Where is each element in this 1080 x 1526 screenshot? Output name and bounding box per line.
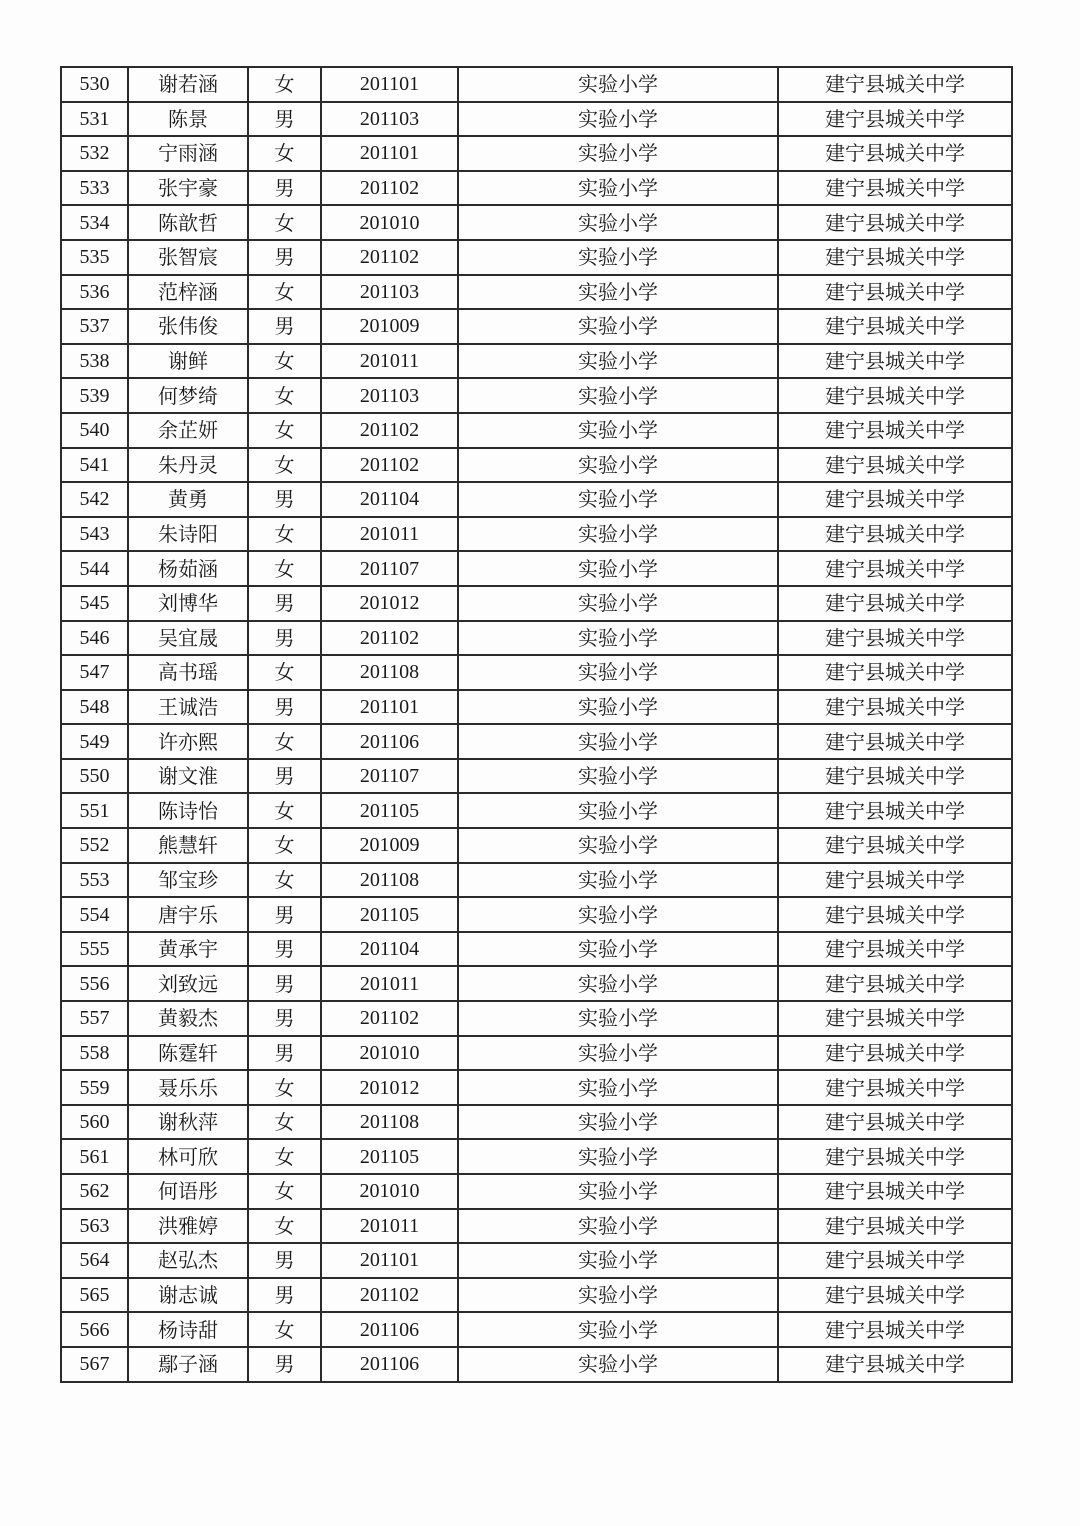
student-name: 谢鲜 (128, 344, 248, 379)
student-sex: 女 (248, 1174, 321, 1209)
table-row (61, 378, 1012, 413)
assigned-middle-school: 建宁县城关中学 (778, 828, 1012, 863)
student-name: 熊慧轩 (128, 828, 248, 863)
student-name: 陈景 (128, 102, 248, 137)
student-name: 谢秋萍 (128, 1105, 248, 1140)
assigned-middle-school: 建宁县城关中学 (778, 1243, 1012, 1278)
student-sex: 女 (248, 1105, 321, 1140)
assigned-middle-school: 建宁县城关中学 (778, 517, 1012, 552)
student-sex: 女 (248, 793, 321, 828)
student-sex: 女 (248, 205, 321, 240)
table-row (61, 1209, 1012, 1244)
class-code: 201106 (321, 724, 458, 759)
class-code: 201102 (321, 621, 458, 656)
student-sex: 女 (248, 275, 321, 310)
student-sex: 女 (248, 517, 321, 552)
row-number: 546 (61, 621, 128, 656)
row-number: 547 (61, 655, 128, 690)
assigned-middle-school: 建宁县城关中学 (778, 655, 1012, 690)
assigned-middle-school: 建宁县城关中学 (778, 240, 1012, 275)
primary-school: 实验小学 (458, 1312, 778, 1347)
student-name: 黄承宇 (128, 932, 248, 967)
table-row (61, 690, 1012, 725)
student-sex: 男 (248, 1001, 321, 1036)
student-name: 聂乐乐 (128, 1070, 248, 1105)
assigned-middle-school: 建宁县城关中学 (778, 793, 1012, 828)
student-sex: 男 (248, 690, 321, 725)
assigned-middle-school: 建宁县城关中学 (778, 413, 1012, 448)
student-name: 谢若涵 (128, 67, 248, 102)
row-number: 549 (61, 724, 128, 759)
row-number: 535 (61, 240, 128, 275)
table-row (61, 759, 1012, 794)
primary-school: 实验小学 (458, 897, 778, 932)
primary-school: 实验小学 (458, 1278, 778, 1313)
student-sex: 男 (248, 897, 321, 932)
student-sex: 女 (248, 1312, 321, 1347)
student-name: 陈歆哲 (128, 205, 248, 240)
assigned-middle-school: 建宁县城关中学 (778, 378, 1012, 413)
student-name: 刘博华 (128, 586, 248, 621)
student-name: 陈诗怡 (128, 793, 248, 828)
primary-school: 实验小学 (458, 793, 778, 828)
table-row (61, 517, 1012, 552)
primary-school: 实验小学 (458, 1036, 778, 1071)
primary-school: 实验小学 (458, 378, 778, 413)
row-number: 551 (61, 793, 128, 828)
row-number: 536 (61, 275, 128, 310)
primary-school: 实验小学 (458, 1070, 778, 1105)
row-number: 541 (61, 448, 128, 483)
primary-school: 实验小学 (458, 932, 778, 967)
class-code: 201104 (321, 482, 458, 517)
student-sex: 女 (248, 413, 321, 448)
primary-school: 实验小学 (458, 275, 778, 310)
class-code: 201105 (321, 1139, 458, 1174)
row-number: 563 (61, 1209, 128, 1244)
class-code: 201011 (321, 344, 458, 379)
table-row (61, 793, 1012, 828)
primary-school: 实验小学 (458, 966, 778, 1001)
table-row (61, 482, 1012, 517)
class-code: 201009 (321, 309, 458, 344)
primary-school: 实验小学 (458, 551, 778, 586)
class-code: 201108 (321, 655, 458, 690)
student-sex: 女 (248, 1209, 321, 1244)
row-number: 532 (61, 136, 128, 171)
assigned-middle-school: 建宁县城关中学 (778, 551, 1012, 586)
row-number: 537 (61, 309, 128, 344)
student-name: 陈霆轩 (128, 1036, 248, 1071)
student-sex: 女 (248, 655, 321, 690)
class-code: 201103 (321, 102, 458, 137)
assigned-middle-school: 建宁县城关中学 (778, 275, 1012, 310)
table-row (61, 724, 1012, 759)
assigned-middle-school: 建宁县城关中学 (778, 621, 1012, 656)
student-name: 许亦熙 (128, 724, 248, 759)
student-sex: 男 (248, 932, 321, 967)
table-row (61, 551, 1012, 586)
row-number: 555 (61, 932, 128, 967)
table-row (61, 966, 1012, 1001)
table-row (61, 1036, 1012, 1071)
assigned-middle-school: 建宁县城关中学 (778, 102, 1012, 137)
class-code: 201011 (321, 517, 458, 552)
primary-school: 实验小学 (458, 759, 778, 794)
class-code: 201102 (321, 1001, 458, 1036)
assigned-middle-school: 建宁县城关中学 (778, 1278, 1012, 1313)
row-number: 544 (61, 551, 128, 586)
student-name: 林可欣 (128, 1139, 248, 1174)
table-row (61, 1278, 1012, 1313)
table-row (61, 136, 1012, 171)
student-name: 谢文淮 (128, 759, 248, 794)
student-sex: 女 (248, 863, 321, 898)
row-number: 554 (61, 897, 128, 932)
primary-school: 实验小学 (458, 828, 778, 863)
table-row (61, 67, 1012, 102)
assigned-middle-school: 建宁县城关中学 (778, 482, 1012, 517)
assigned-middle-school: 建宁县城关中学 (778, 586, 1012, 621)
class-code: 201102 (321, 1278, 458, 1313)
class-code: 201010 (321, 1174, 458, 1209)
student-name: 张宇豪 (128, 171, 248, 206)
table-row (61, 448, 1012, 483)
primary-school: 实验小学 (458, 136, 778, 171)
row-number: 561 (61, 1139, 128, 1174)
class-code: 201107 (321, 759, 458, 794)
student-sex: 男 (248, 482, 321, 517)
student-name: 何梦绮 (128, 378, 248, 413)
student-roster-table (60, 66, 1013, 1383)
class-code: 201101 (321, 1243, 458, 1278)
student-name: 杨茹涵 (128, 551, 248, 586)
assigned-middle-school: 建宁县城关中学 (778, 171, 1012, 206)
student-name: 唐宇乐 (128, 897, 248, 932)
table-row (61, 897, 1012, 932)
assigned-middle-school: 建宁县城关中学 (778, 136, 1012, 171)
primary-school: 实验小学 (458, 448, 778, 483)
table-row (61, 655, 1012, 690)
assigned-middle-school: 建宁县城关中学 (778, 759, 1012, 794)
student-name: 余芷妍 (128, 413, 248, 448)
class-code: 201101 (321, 67, 458, 102)
primary-school: 实验小学 (458, 586, 778, 621)
student-sex: 男 (248, 759, 321, 794)
primary-school: 实验小学 (458, 1209, 778, 1244)
table-row (61, 621, 1012, 656)
student-name: 吴宜晟 (128, 621, 248, 656)
assigned-middle-school: 建宁县城关中学 (778, 1001, 1012, 1036)
table-row (61, 586, 1012, 621)
student-name: 邹宝珍 (128, 863, 248, 898)
assigned-middle-school: 建宁县城关中学 (778, 966, 1012, 1001)
row-number: 562 (61, 1174, 128, 1209)
student-sex: 女 (248, 1070, 321, 1105)
class-code: 201102 (321, 240, 458, 275)
student-sex: 女 (248, 136, 321, 171)
row-number: 558 (61, 1036, 128, 1071)
class-code: 201011 (321, 1209, 458, 1244)
class-code: 201105 (321, 793, 458, 828)
row-number: 542 (61, 482, 128, 517)
student-sex: 女 (248, 448, 321, 483)
row-number: 548 (61, 690, 128, 725)
row-number: 559 (61, 1070, 128, 1105)
student-sex: 女 (248, 1139, 321, 1174)
assigned-middle-school: 建宁县城关中学 (778, 67, 1012, 102)
student-sex: 男 (248, 1036, 321, 1071)
row-number: 552 (61, 828, 128, 863)
assigned-middle-school: 建宁县城关中学 (778, 897, 1012, 932)
student-name: 黄毅杰 (128, 1001, 248, 1036)
class-code: 201107 (321, 551, 458, 586)
assigned-middle-school: 建宁县城关中学 (778, 205, 1012, 240)
class-code: 201012 (321, 1070, 458, 1105)
row-number: 553 (61, 863, 128, 898)
assigned-middle-school: 建宁县城关中学 (778, 1312, 1012, 1347)
class-code: 201105 (321, 897, 458, 932)
student-name: 王诚浩 (128, 690, 248, 725)
primary-school: 实验小学 (458, 171, 778, 206)
student-name: 刘致远 (128, 966, 248, 1001)
primary-school: 实验小学 (458, 102, 778, 137)
student-name: 何语彤 (128, 1174, 248, 1209)
assigned-middle-school: 建宁县城关中学 (778, 309, 1012, 344)
primary-school: 实验小学 (458, 517, 778, 552)
class-code: 201106 (321, 1347, 458, 1382)
class-code: 201102 (321, 448, 458, 483)
primary-school: 实验小学 (458, 205, 778, 240)
primary-school: 实验小学 (458, 621, 778, 656)
assigned-middle-school: 建宁县城关中学 (778, 863, 1012, 898)
assigned-middle-school: 建宁县城关中学 (778, 448, 1012, 483)
assigned-middle-school: 建宁县城关中学 (778, 1105, 1012, 1140)
table-row (61, 1139, 1012, 1174)
student-sex: 男 (248, 1243, 321, 1278)
assigned-middle-school: 建宁县城关中学 (778, 1347, 1012, 1382)
class-code: 201010 (321, 205, 458, 240)
table-row (61, 932, 1012, 967)
primary-school: 实验小学 (458, 309, 778, 344)
class-code: 201103 (321, 275, 458, 310)
roster-body (61, 67, 1012, 1382)
student-sex: 女 (248, 67, 321, 102)
assigned-middle-school: 建宁县城关中学 (778, 1036, 1012, 1071)
student-name: 赵弘杰 (128, 1243, 248, 1278)
row-number: 550 (61, 759, 128, 794)
class-code: 201108 (321, 863, 458, 898)
row-number: 564 (61, 1243, 128, 1278)
primary-school: 实验小学 (458, 1243, 778, 1278)
student-sex: 男 (248, 621, 321, 656)
assigned-middle-school: 建宁县城关中学 (778, 344, 1012, 379)
row-number: 540 (61, 413, 128, 448)
table-row (61, 1001, 1012, 1036)
class-code: 201101 (321, 136, 458, 171)
primary-school: 实验小学 (458, 240, 778, 275)
student-name: 范梓涵 (128, 275, 248, 310)
student-sex: 男 (248, 586, 321, 621)
primary-school: 实验小学 (458, 863, 778, 898)
student-name: 谢志诚 (128, 1278, 248, 1313)
student-name: 张伟俊 (128, 309, 248, 344)
student-name: 宁雨涵 (128, 136, 248, 171)
assigned-middle-school: 建宁县城关中学 (778, 1209, 1012, 1244)
table-row (61, 275, 1012, 310)
primary-school: 实验小学 (458, 724, 778, 759)
table-row (61, 240, 1012, 275)
assigned-middle-school: 建宁县城关中学 (778, 1174, 1012, 1209)
row-number: 557 (61, 1001, 128, 1036)
class-code: 201106 (321, 1312, 458, 1347)
row-number: 565 (61, 1278, 128, 1313)
student-sex: 女 (248, 828, 321, 863)
table-row (61, 1243, 1012, 1278)
table-row (61, 102, 1012, 137)
primary-school: 实验小学 (458, 482, 778, 517)
table-row (61, 413, 1012, 448)
assigned-middle-school: 建宁县城关中学 (778, 1070, 1012, 1105)
class-code: 201012 (321, 586, 458, 621)
table-row (61, 1347, 1012, 1382)
student-name: 张智宸 (128, 240, 248, 275)
row-number: 545 (61, 586, 128, 621)
row-number: 538 (61, 344, 128, 379)
student-sex: 男 (248, 1347, 321, 1382)
primary-school: 实验小学 (458, 655, 778, 690)
row-number: 530 (61, 67, 128, 102)
row-number: 531 (61, 102, 128, 137)
class-code: 201103 (321, 378, 458, 413)
class-code: 201009 (321, 828, 458, 863)
student-name: 朱丹灵 (128, 448, 248, 483)
class-code: 201102 (321, 171, 458, 206)
table-row (61, 205, 1012, 240)
student-name: 高书瑶 (128, 655, 248, 690)
table-row (61, 1105, 1012, 1140)
table-row (61, 828, 1012, 863)
class-code: 201010 (321, 1036, 458, 1071)
row-number: 539 (61, 378, 128, 413)
table-row (61, 309, 1012, 344)
table-row (61, 1312, 1012, 1347)
student-name: 洪雅婷 (128, 1209, 248, 1244)
student-sex: 女 (248, 724, 321, 759)
class-code: 201011 (321, 966, 458, 1001)
row-number: 543 (61, 517, 128, 552)
student-sex: 男 (248, 102, 321, 137)
class-code: 201102 (321, 413, 458, 448)
student-sex: 男 (248, 309, 321, 344)
row-number: 566 (61, 1312, 128, 1347)
student-sex: 男 (248, 966, 321, 1001)
row-number: 560 (61, 1105, 128, 1140)
student-sex: 男 (248, 171, 321, 206)
assigned-middle-school: 建宁县城关中学 (778, 1139, 1012, 1174)
assigned-middle-school: 建宁县城关中学 (778, 724, 1012, 759)
class-code: 201108 (321, 1105, 458, 1140)
table-row (61, 1070, 1012, 1105)
student-name: 杨诗甜 (128, 1312, 248, 1347)
student-sex: 男 (248, 240, 321, 275)
assigned-middle-school: 建宁县城关中学 (778, 932, 1012, 967)
table-row (61, 863, 1012, 898)
row-number: 533 (61, 171, 128, 206)
student-sex: 男 (248, 1278, 321, 1313)
row-number: 567 (61, 1347, 128, 1382)
primary-school: 实验小学 (458, 1347, 778, 1382)
primary-school: 实验小学 (458, 413, 778, 448)
table-row (61, 1174, 1012, 1209)
primary-school: 实验小学 (458, 67, 778, 102)
student-name: 黄勇 (128, 482, 248, 517)
student-name: 鄢子涵 (128, 1347, 248, 1382)
primary-school: 实验小学 (458, 1001, 778, 1036)
row-number: 556 (61, 966, 128, 1001)
table-row (61, 171, 1012, 206)
primary-school: 实验小学 (458, 344, 778, 379)
primary-school: 实验小学 (458, 1174, 778, 1209)
row-number: 534 (61, 205, 128, 240)
table-row (61, 344, 1012, 379)
student-name: 朱诗阳 (128, 517, 248, 552)
class-code: 201104 (321, 932, 458, 967)
student-sex: 女 (248, 344, 321, 379)
student-sex: 女 (248, 378, 321, 413)
student-sex: 女 (248, 551, 321, 586)
primary-school: 实验小学 (458, 1105, 778, 1140)
class-code: 201101 (321, 690, 458, 725)
primary-school: 实验小学 (458, 1139, 778, 1174)
primary-school: 实验小学 (458, 690, 778, 725)
assigned-middle-school: 建宁县城关中学 (778, 690, 1012, 725)
